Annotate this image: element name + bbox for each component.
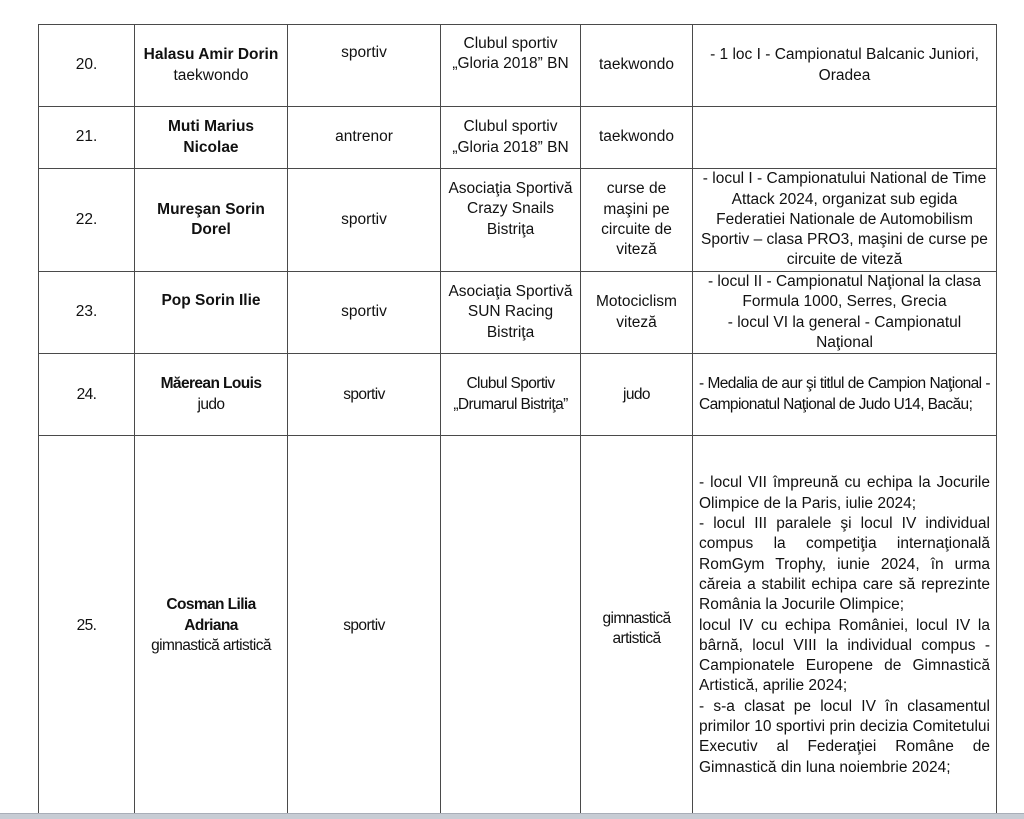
achievement-item: - locul III paralele şi locul IV individual compus la competiţia internaţională RomGym Trophy, iunie 2024, în urma căreia a stabilit echipa care să reprezinte România la Jocurile Olimpice; (699, 515, 990, 614)
person-name: Halasu Amir Dorin (143, 46, 279, 64)
sport-cell: taekwondo (581, 25, 693, 107)
sport-cell: Motociclism viteză (581, 272, 693, 354)
person-name: Mureşan Sorin Dorel (157, 200, 265, 238)
club-cell: Asociaţia Sportivă Crazy Snails Bistriţa (441, 169, 581, 272)
row-number: 25. (39, 436, 135, 816)
person-discipline: taekwondo (173, 66, 249, 84)
club-cell: Clubul Sportiv „Drumarul Bistriţa” (441, 354, 581, 436)
club-cell: Clubul sportiv „Gloria 2018” BN (441, 25, 581, 107)
row-number: 23. (39, 272, 135, 354)
club-cell: Asociaţia Sportivă SUN Racing Bistriţa (441, 272, 581, 354)
achievements-cell (693, 107, 997, 169)
person-discipline: gimnastică artistică (151, 636, 271, 654)
achievements-cell (693, 272, 997, 354)
club-cell (441, 436, 581, 816)
person-cell (135, 272, 288, 354)
achievement-item: - locul VII împreună cu echipa la Jocurile Olimpice de la Paris, iulie 2024; (699, 474, 990, 512)
viewer-bottom-edge (0, 813, 1024, 819)
row-number: 21. (39, 107, 135, 169)
role-cell: sportiv (288, 169, 441, 272)
awards-table (38, 24, 997, 816)
person-name: Măerean Louis (160, 375, 262, 393)
achievement-item: - locul II - Campionatul Naţional la clasa Formula 1000, Serres, Grecia (707, 273, 982, 311)
club-cell: Clubul sportiv „Gloria 2018” BN (441, 107, 581, 169)
sport-cell: judo (581, 354, 693, 436)
achievement-item: - s-a clasat pe locul IV în clasamentul primilor 10 sportivi prin decizia Comitetului Executiv al Federaţiei Române de Gimnastică din luna noiembrie 2024; (699, 697, 990, 776)
role-cell: sportiv (288, 354, 441, 436)
role-cell: antrenor (288, 107, 441, 169)
person-cell (135, 169, 288, 272)
sport-cell: taekwondo (581, 107, 693, 169)
row-number: 22. (39, 169, 135, 272)
role-cell: sportiv (288, 436, 441, 816)
person-name: Cosman Lilia Adriana (166, 596, 256, 634)
person-cell (135, 25, 288, 107)
person-name: Pop Sorin Ilie (161, 292, 261, 309)
table-row (39, 25, 997, 107)
role-cell: sportiv (288, 272, 441, 354)
sport-cell: gimnastică artistică (581, 436, 693, 816)
achievements-cell (693, 436, 997, 816)
table-row (39, 436, 997, 816)
table-row (39, 107, 997, 169)
achievement-item: - locul VI la general - Campionatul Naţional (727, 313, 962, 351)
role-cell: sportiv (288, 25, 441, 107)
row-number: 24. (39, 354, 135, 436)
person-name: Muti Marius Nicolae (167, 118, 255, 156)
achievements-cell (693, 354, 997, 436)
achievement-item: - locul I - Campionatului National de Time Attack 2024, organizat sub egida Federatiei Nationale de Automobilism Sportiv – clasa PRO3, maşini de curse pe circuite de viteză (701, 170, 988, 269)
achievement-item: - 1 loc I - Campionatul Balcanic Juniori, Oradea (710, 46, 979, 84)
row-number: 20. (39, 25, 135, 107)
achievements-cell (693, 25, 997, 107)
table-row (39, 272, 997, 354)
person-discipline: judo (197, 395, 225, 413)
sport-cell: curse de maşini pe circuite de viteză (581, 169, 693, 272)
person-cell (135, 107, 288, 169)
person-cell (135, 436, 288, 816)
table-row (39, 169, 997, 272)
achievement-item: - Medalia de aur şi titlul de Campion Naţional - Campionatul Naţional de Judo U14, Bacău; (699, 375, 990, 413)
table-row (39, 354, 997, 436)
achievement-item: locul IV cu echipa României, locul IV la bârnă, locul VIII la individual compus - Campionatele Europene de Gimnastică Artistică, aprilie 2024; (699, 616, 990, 695)
person-cell (135, 354, 288, 436)
achievements-cell (693, 169, 997, 272)
